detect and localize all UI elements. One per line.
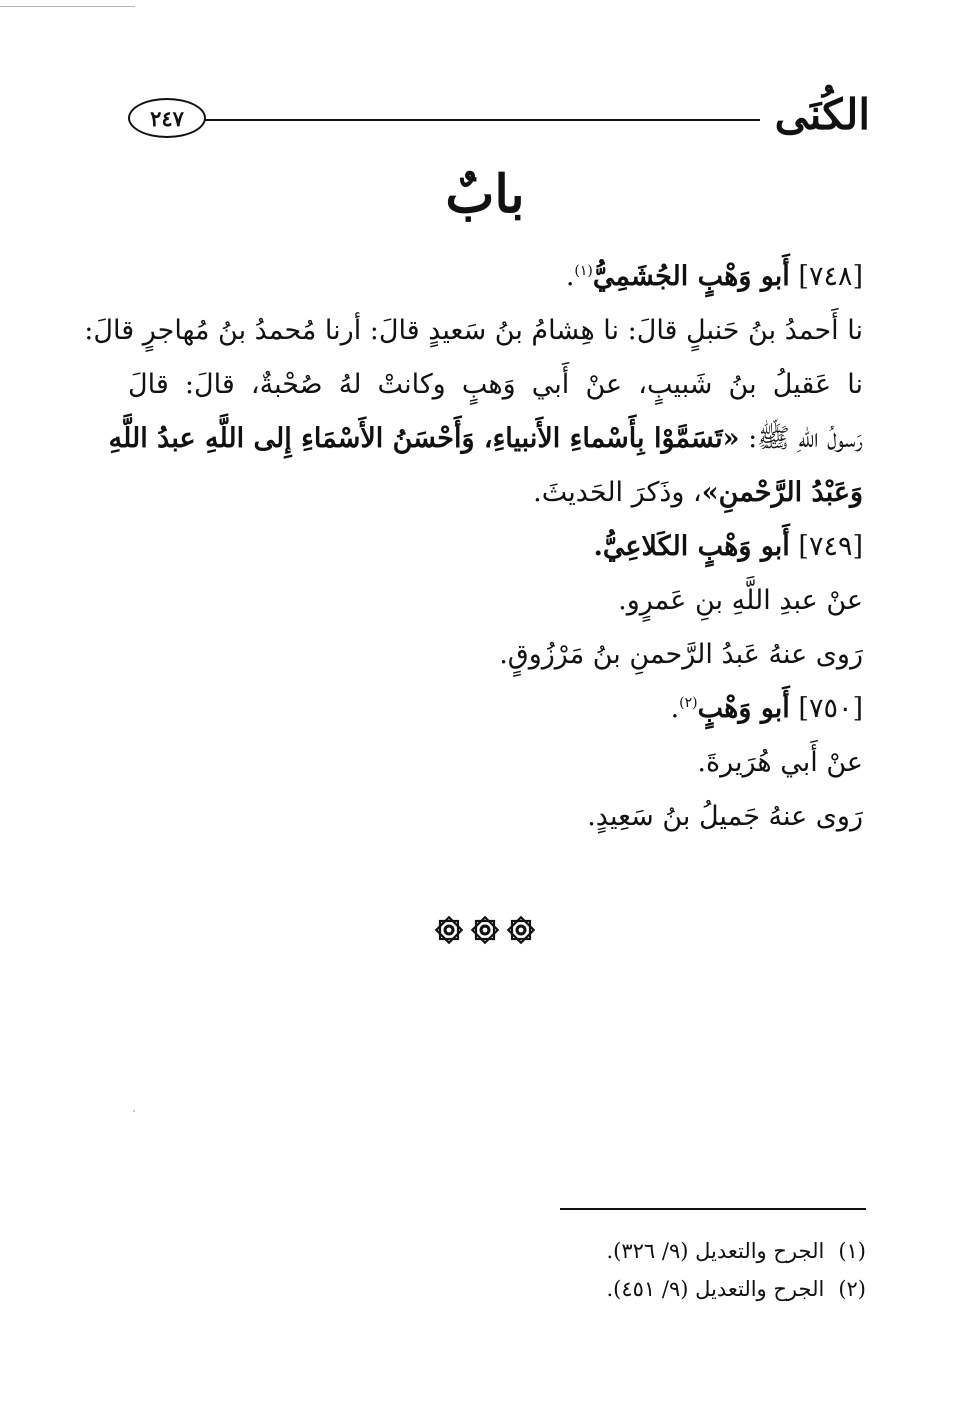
text-line: رَوى عنهُ جَميلُ بنُ سَعِيدٍ. — [587, 801, 863, 832]
entry-name: أَبو وَهْبٍ الكَلاعِيُّ. — [593, 531, 790, 562]
chapter-heading: بابٌ — [445, 164, 525, 225]
period: . — [565, 261, 575, 292]
entry-heading-749 — [128, 520, 863, 574]
text-line: عنْ أَبي هُرَيرةَ. — [697, 747, 863, 778]
entry-name: أَبو وَهْبٍ الجُشَمِيُّ — [592, 261, 790, 292]
entry-name: أَبو وَهْبٍ — [697, 693, 790, 724]
text-line: رَوى عنهُ عَبدُ الرَّحمنِ بنُ مَرْزُوقٍ. — [499, 639, 863, 670]
hadith-intro: رَسولُ اللّهِ ﷺ: — [748, 423, 863, 454]
footnote-ref: (١) — [574, 263, 593, 279]
footnote-separator — [560, 1208, 866, 1210]
footnotes — [400, 1232, 866, 1308]
footnote-text: الجرح والتعديل (٩/ ٣٢٦). — [606, 1239, 825, 1263]
hadith-text: «تَسَمَّوْا بِأَسْماءِ الأَنبياءِ، وَأَحْسَنُ الأَسْمَاءِ إِلى اللَّهِ عبدُ اللَّهِ — [108, 423, 740, 454]
entry-heading-748 — [128, 250, 863, 304]
scan-speck — [133, 1110, 135, 1112]
text-line: نا أَحمدُ بنُ حَنبلٍ قالَ: نا هِشامُ بنُ سَعيدٍ قالَ: أرنا مُحمدُ بنُ مُهاجرٍ قالَ: — [84, 315, 863, 346]
text-line: عنْ عبدِ اللَّهِ بنِ عَمرٍو. — [618, 585, 863, 616]
entry-number: [٧٤٨] — [798, 261, 863, 292]
entry-number: [٧٥٠] — [798, 693, 863, 724]
entry-heading-750 — [128, 682, 863, 736]
header-rule — [204, 119, 760, 121]
hadith-line — [128, 466, 863, 520]
footnote-item — [400, 1270, 866, 1308]
page-number-badge: ٢٤٧ — [128, 98, 206, 138]
star-ornament-icon — [506, 915, 536, 945]
hadith-line — [108, 412, 863, 466]
text-line: نا عَقيلُ بنُ شَبيبٍ، عنْ أَبي وَهبٍ وكانتْ لهُ صُحْبةٌ، قالَ: قالَ — [128, 369, 863, 400]
hadith-text: وَعَبْدُ الرَّحْمنِ» — [701, 477, 863, 508]
footnote-number: (٢) — [838, 1277, 866, 1301]
footnote-text: الجرح والتعديل (٩/ ٤٥١). — [606, 1277, 825, 1301]
star-ornament-icon — [434, 915, 464, 945]
entry-number: [٧٤٩] — [798, 531, 863, 562]
running-header-title: الكُنَى — [774, 90, 870, 139]
running-header — [120, 88, 870, 144]
footnote-ref: (٢) — [679, 695, 698, 711]
period: . — [670, 693, 680, 724]
footnote-number: (١) — [838, 1239, 866, 1263]
scan-edge-line — [0, 6, 135, 7]
section-end-ornaments — [0, 915, 970, 945]
main-text — [84, 250, 863, 844]
star-ornament-icon — [470, 915, 500, 945]
footnote-item — [400, 1232, 866, 1270]
hadith-tail: ، وذَكرَ الحَديثَ. — [533, 477, 702, 508]
